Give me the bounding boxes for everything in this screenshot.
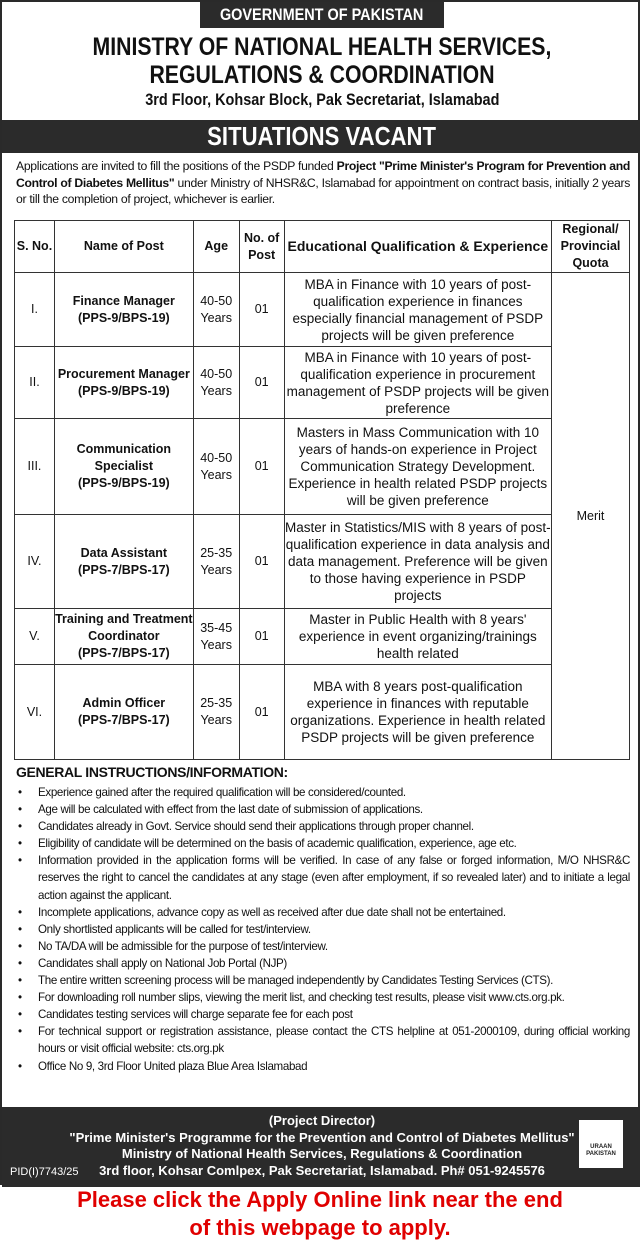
table-row <box>15 665 630 760</box>
header-sno: S. No. <box>15 221 55 273</box>
general-instructions <box>16 764 630 1075</box>
instruction-item: • Information provided in the application forms will be verified. In case of any false or forged information, M/O NHSR&C reserves the right to cancel the candidates at any stage (even after employment, if so revealed later) and to initiate a legal action against the applicant. <box>16 852 630 903</box>
instruction-item: • Only shortlisted applicants will be called for test/interview. <box>16 921 630 938</box>
table-row <box>15 347 630 419</box>
post-title: Data Assistant <box>80 545 168 560</box>
age: 35-45 Years <box>193 609 239 665</box>
instruction-item: • Candidates shall apply on National Job Portal (NJP) <box>16 955 630 972</box>
post-title: Admin Officer <box>82 696 166 710</box>
num-posts: 01 <box>239 419 284 515</box>
ministry-title-2: REGULATIONS & COORDINATION <box>149 61 495 89</box>
header-age: Age <box>193 221 239 273</box>
sno: IV. <box>15 515 55 609</box>
table-row <box>15 419 630 515</box>
qualification: MBA with 8 years post-qualification experience in finances with reputable organizations. Experience in health related PSDP projects will be given preference <box>284 665 551 760</box>
sno: V. <box>15 609 55 665</box>
post-scale: (PPS-7/BPS-17) <box>77 713 170 727</box>
uraan-pakistan-logo: URAAN PAKISTAN <box>579 1120 623 1168</box>
instruction-item: • Incomplete applications, advance copy as well as received after due date shall not be entertained. <box>16 904 630 921</box>
sno: III. <box>15 419 55 515</box>
num-posts: 01 <box>239 273 284 347</box>
num-posts: 01 <box>239 609 284 665</box>
instruction-item: • Eligibility of candidate will be determined on the basis of academic qualification, experience, age etc. <box>16 835 630 852</box>
government-label: GOVERNMENT OF PAKISTAN <box>200 2 444 28</box>
num-posts: 01 <box>239 515 284 609</box>
age: 25-35 Years <box>193 665 239 760</box>
age: 40-50 Years <box>193 419 239 515</box>
footer-line-4: 3rd floor, Kohsar Comlpex, Pak Secretariat, Islamabad. Ph# 051-9245576 <box>99 1162 545 1178</box>
post-name <box>54 609 193 665</box>
notice-line-1: Please click the Apply Online link near the end <box>77 1187 563 1212</box>
instruction-item: • Candidates testing services will charge separate fee for each post <box>16 1006 630 1023</box>
num-posts: 01 <box>239 665 284 760</box>
situations-vacant-banner: SITUATIONS VACANT <box>2 120 640 153</box>
header-quota: Regional/ Provincial Quota <box>552 221 630 273</box>
qualification: MBA in Finance with 10 years of post-qualification experience in procurement management of PSDP projects will be given preference <box>284 347 551 419</box>
instruction-item: • Candidates already in Govt. Service should send their applications through proper channel. <box>16 818 630 835</box>
table-row <box>15 273 630 347</box>
post-name <box>54 273 193 347</box>
post-title: Finance Manager <box>72 293 175 308</box>
post-title: Communication Specialist <box>76 442 172 473</box>
age: 25-35 Years <box>193 515 239 609</box>
qualification: Masters in Mass Communication with 10 years of hands-on experience in Project Communication Strategy Development. Experience in health related PSDP projects will be given preference <box>284 419 551 515</box>
instruction-item: • No TA/DA will be admissible for the purpose of test/interview. <box>16 938 630 955</box>
sno: VI. <box>15 665 55 760</box>
ministry-address: 3rd Floor, Kohsar Block, Pak Secretariat, Islamabad <box>144 90 500 109</box>
table-header-row <box>15 221 630 273</box>
header-num: No. of Post <box>239 221 284 273</box>
instruction-item: • For technical support or registration assistance, please contact the CTS helpline at 051-2000109, during official working hours or visit official website: cts.org.pk <box>16 1023 630 1057</box>
post-scale: (PPS-7/BPS-17) <box>77 562 170 577</box>
table-row <box>15 609 630 665</box>
post-name <box>54 665 193 760</box>
post-scale: (PPS-9/BPS-19) <box>77 383 170 398</box>
age: 40-50 Years <box>193 347 239 419</box>
post-name <box>54 419 193 515</box>
post-name <box>54 515 193 609</box>
notice-line-2: of this webpage to apply. <box>189 1215 451 1240</box>
ministry-title: MINISTRY OF NATIONAL HEALTH SERVICES, <box>92 33 552 61</box>
post-scale: (PPS-9/BPS-19) <box>77 476 170 490</box>
footer <box>2 1107 640 1187</box>
footer-line-1: (Project Director) <box>268 1113 376 1128</box>
footer-line-2: "Prime Minister's Programme for the Prevention and Control of Diabetes Mellitus" <box>69 1129 575 1145</box>
post-scale: (PPS-9/BPS-19) <box>77 310 170 325</box>
header-post: Name of Post <box>54 221 193 273</box>
instruction-item: • The entire written screening process will be managed independently by Candidates Testing Services (CTS). <box>16 972 630 989</box>
post-title: Procurement Manager <box>57 366 190 381</box>
instruction-item: • For downloading roll number slips, viewing the merit list, and checking test results, please visit www.cts.org.pk. <box>16 989 630 1006</box>
post-scale: (PPS-7/BPS-17) <box>77 646 170 660</box>
intro-text: Applications are invited to fill the positions of the PSDP funded Project "Prime Minister's Program for Prevention and Control of Diabetes Mellitus" under Ministry of NHSR&C, Islamabad for appointment on contract basis, initially 2 years or till the completion of project, whichever is earlier. <box>16 159 631 206</box>
qualification: MBA in Finance with 10 years of post-qualification experience in finances especially financial management of PSDP projects will be given preference <box>284 273 551 347</box>
table-row <box>15 515 630 609</box>
instruction-item: • Experience gained after the required qualification will be considered/counted. <box>16 784 630 801</box>
qualification: Master in Public Health with 8 years' experience in event organizing/trainings health related <box>284 609 551 665</box>
post-title: Training and Treatment Coordinator <box>55 612 193 643</box>
post-name <box>54 347 193 419</box>
instruction-item: • Age will be calculated with effect from the last date of submission of applications. <box>16 801 630 818</box>
quota: Merit <box>552 273 630 760</box>
instructions-title: GENERAL INSTRUCTIONS/INFORMATION: <box>16 764 288 780</box>
sno: I. <box>15 273 55 347</box>
instruction-item: • Office No 9, 3rd Floor United plaza Blue Area Islamabad <box>16 1058 630 1075</box>
header-qualification: Educational Qualification & Experience <box>284 221 551 273</box>
num-posts: 01 <box>239 347 284 419</box>
footer-line-3: Ministry of National Health Services, Regulations & Coordination <box>121 1146 523 1161</box>
age: 40-50 Years <box>193 273 239 347</box>
pid-number: PID(I)7743/25 <box>10 1166 79 1178</box>
positions-table <box>14 220 630 760</box>
apply-online-notice <box>0 1186 640 1242</box>
sno: II. <box>15 347 55 419</box>
qualification: Master in Statistics/MIS with 8 years of post-qualification experience in data analysis and data management. Preference will be given to those having experience in PSDP projects <box>284 515 551 609</box>
